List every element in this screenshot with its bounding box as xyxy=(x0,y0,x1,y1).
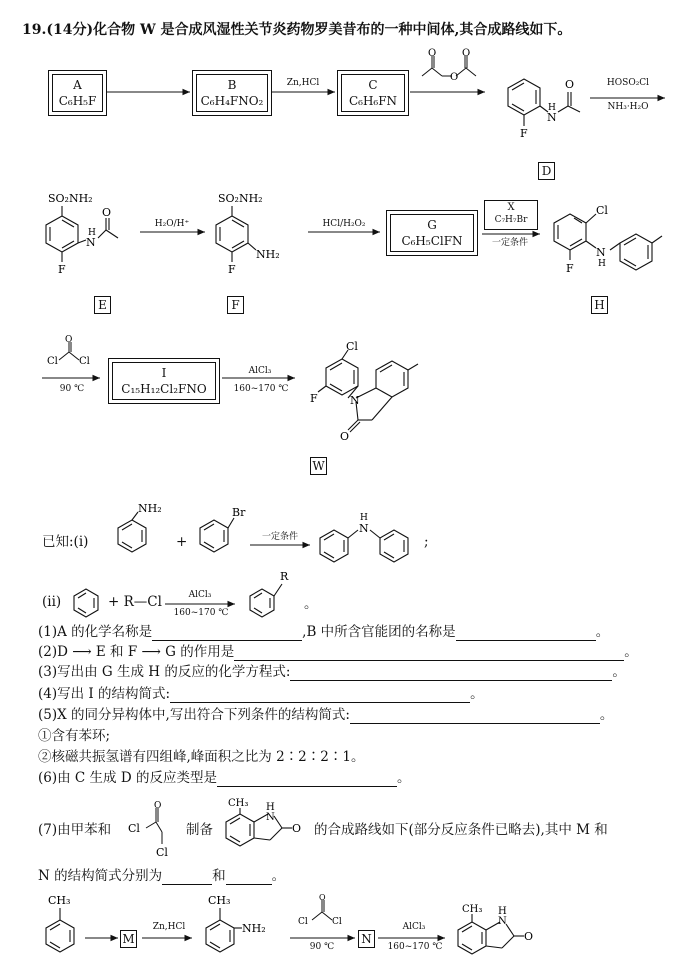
atom-n: N xyxy=(596,246,606,259)
benzene-structure xyxy=(68,582,108,622)
compound-e-structure xyxy=(40,180,140,290)
atom-o: O xyxy=(524,930,534,943)
atom-f: F xyxy=(58,263,66,276)
compound-i-formula: C₁₅H₁₂Cl₂FNO xyxy=(121,382,207,396)
q5-blank[interactable] xyxy=(350,723,600,724)
atom-o: O xyxy=(319,893,326,902)
q1-blank-b[interactable] xyxy=(456,640,596,641)
q7-cond-zn-hcl: Zn,HCl xyxy=(152,922,186,932)
atom-cl: Cl xyxy=(79,356,90,367)
aniline-structure xyxy=(100,502,162,566)
chloroacetyl-chloride-structure xyxy=(45,335,105,370)
nh2-group: NH₂ xyxy=(256,248,280,261)
q7-cond-90c: 90 ℃ xyxy=(309,942,335,952)
methyl-group: CH₃ xyxy=(228,798,249,809)
compound-i-box xyxy=(108,358,220,404)
atom-h: H xyxy=(360,513,368,523)
period: 。 xyxy=(599,707,614,723)
q7-text-4: N 的结构简式分别为 xyxy=(38,868,163,884)
q7-cond-alcl3: AlCl₃ xyxy=(402,922,426,932)
nh2-group: NH₂ xyxy=(242,922,266,935)
atom-o: O xyxy=(102,206,112,219)
chloroacetyl-chloride-q7-route xyxy=(294,893,354,936)
atom-cl: Cl xyxy=(298,917,308,927)
q7-label-m: M xyxy=(120,930,137,948)
reagent-x-formula: C₇H₇Br xyxy=(494,215,528,225)
atom-cl: Cl xyxy=(332,917,342,927)
period: 。 xyxy=(396,770,411,786)
period: 。 xyxy=(624,644,638,660)
q4-text: (4)写出 I 的结构简式: xyxy=(38,686,171,702)
atom-h: H xyxy=(548,103,556,113)
q1-text-a: (1)A 的化学名称是 xyxy=(38,624,153,640)
period: 。 xyxy=(612,664,626,680)
compound-g-box xyxy=(386,210,478,256)
atom-o: O xyxy=(340,430,350,443)
atom-n: N xyxy=(547,111,557,124)
cond-hoso2cl: HOSO₂Cl xyxy=(606,78,650,88)
atom-f: F xyxy=(228,263,236,276)
compound-b-box xyxy=(192,70,272,116)
semicolon: ; xyxy=(424,534,429,550)
atom-cl: Cl xyxy=(596,204,608,217)
cond-yiding-known: 一定条件 xyxy=(261,532,298,542)
q5 xyxy=(38,707,613,724)
cond-h2o-h: H₂O/H⁺ xyxy=(154,219,190,229)
atom-n: N xyxy=(498,916,507,927)
cond-alcl3-known: AlCl₃ xyxy=(188,590,212,600)
compound-b-label: B xyxy=(227,78,237,92)
atom-o: O xyxy=(450,72,459,83)
atom-h: H xyxy=(598,259,606,269)
q7-cond-temp: 160~170 ℃ xyxy=(387,942,443,952)
compound-g-label: G xyxy=(427,218,437,232)
r-cl-reagent: + R—Cl xyxy=(108,594,162,610)
nh2-group: NH₂ xyxy=(138,502,162,515)
atom-cl: Cl xyxy=(47,356,58,367)
q2-text: (2)D ⟶ E 和 F ⟶ G 的作用是 xyxy=(38,644,235,660)
atom-h: H xyxy=(498,906,507,917)
acetic-anhydride-structure xyxy=(418,50,478,90)
cond-temp-known: 160~170 ℃ xyxy=(173,608,229,618)
compound-c-formula: C₆H₆FN xyxy=(348,94,398,108)
q2-blank[interactable] xyxy=(234,660,624,661)
atom-o: O xyxy=(428,48,437,59)
compound-w-structure xyxy=(296,340,446,450)
atom-o: O xyxy=(462,48,471,59)
q6-text: (6)由 C 生成 D 的反应类型是 xyxy=(38,770,217,786)
q3-text: (3)写出由 G 生成 H 的反应的化学方程式: xyxy=(38,664,291,680)
atom-n: N xyxy=(266,812,275,823)
q1 xyxy=(38,624,609,641)
q7-blank-m[interactable] xyxy=(162,884,212,885)
cond-nh3-h2o: NH₃·H₂O xyxy=(607,102,649,112)
o-toluidine-structure xyxy=(196,890,292,970)
reagent-x-box xyxy=(484,200,538,230)
compound-c-label: C xyxy=(368,78,378,92)
atom-r: R xyxy=(280,570,289,583)
cond-160-170: 160~170 ℃ xyxy=(233,384,289,394)
q3 xyxy=(38,664,626,681)
label-w: W xyxy=(310,457,327,475)
atom-o: O xyxy=(154,801,162,811)
label-e: E xyxy=(94,296,111,314)
cond-zn-hcl: Zn,HCl xyxy=(286,78,320,88)
atom-cl: Cl xyxy=(128,822,140,835)
q5-condition-2: ②核磁共振氢谱有四组峰,峰面积之比为 2∶2∶2∶1。 xyxy=(38,749,365,765)
reagent-x-label: X xyxy=(507,202,515,213)
period: 。 xyxy=(304,596,318,612)
atom-f: F xyxy=(520,127,528,140)
atom-cl: Cl xyxy=(156,846,168,859)
compound-a-formula: C₆H₅F xyxy=(58,94,97,108)
period: 。 xyxy=(470,686,484,702)
period: 。 xyxy=(271,868,286,884)
q7-text-1: (7)由甲苯和 xyxy=(38,822,112,838)
q7-line2 xyxy=(38,868,285,885)
compound-d-structure xyxy=(488,66,598,146)
compound-f-structure xyxy=(210,180,310,290)
q6-blank[interactable] xyxy=(217,786,397,787)
compound-b-formula: C₆H₄FNO₂ xyxy=(200,94,264,108)
methyl-group: CH₃ xyxy=(462,904,483,915)
cond-alcl3: AlCl₃ xyxy=(248,366,272,376)
diphenylamine-structure xyxy=(312,508,422,568)
known-ii: (ii) xyxy=(42,594,62,610)
q6 xyxy=(38,770,410,787)
compound-i-label: I xyxy=(161,366,167,380)
label-h: H xyxy=(591,296,608,314)
methyl-group: CH₃ xyxy=(48,894,71,907)
compound-g-formula: C₆H₅ClFN xyxy=(401,234,463,248)
cond-yiding: 一定条件 xyxy=(491,238,528,248)
compound-c-box xyxy=(337,70,409,116)
atom-f: F xyxy=(566,262,574,275)
label-f: F xyxy=(227,296,244,314)
known-intro: 已知:(i) xyxy=(42,534,89,550)
methyl-group: CH₃ xyxy=(208,894,231,907)
bromobenzene-structure xyxy=(188,506,248,566)
q7-product-structure xyxy=(448,894,558,968)
q2 xyxy=(38,644,638,661)
so2nh2-group: SO₂NH₂ xyxy=(218,192,263,205)
chloroacetyl-chloride-q7 xyxy=(126,800,186,862)
q7-label-n: N xyxy=(358,930,375,948)
q1-blank-a[interactable] xyxy=(152,640,302,641)
atom-f: F xyxy=(310,392,318,405)
so2nh2-group: SO₂NH₂ xyxy=(48,192,93,205)
compound-a-label: A xyxy=(73,78,82,92)
atom-o: O xyxy=(292,822,302,835)
q7-text-3: 的合成路线如下(部分反应条件已略去),其中 M 和 xyxy=(314,822,608,838)
q5-text: (5)X 的同分异构体中,写出符合下列条件的结构简式: xyxy=(38,707,350,723)
period: 。 xyxy=(595,624,610,640)
compound-h-structure xyxy=(540,190,690,290)
q4-blank[interactable] xyxy=(170,702,470,703)
atom-br: Br xyxy=(232,506,246,519)
label-d: D xyxy=(538,162,555,180)
cond-hcl-h2o2: HCl/H₂O₂ xyxy=(322,219,366,229)
alkylbenzene-structure xyxy=(240,566,300,622)
atom-h: H xyxy=(88,228,96,238)
toluene-structure xyxy=(36,890,86,970)
q3-blank[interactable] xyxy=(290,680,612,681)
cond-90c: 90 ℃ xyxy=(59,384,85,394)
q1-text-b: ,B 中所含官能团的名称是 xyxy=(302,624,456,640)
q4 xyxy=(38,686,484,703)
q7-text-2: 制备 xyxy=(186,822,213,838)
q7-text-5: 和 xyxy=(212,868,226,884)
atom-h: H xyxy=(266,802,275,813)
atom-cl: Cl xyxy=(346,340,358,353)
atom-n: N xyxy=(350,394,360,407)
atom-n: N xyxy=(359,522,369,535)
atom-o: O xyxy=(65,335,73,345)
q5-condition-1: ①含有苯环; xyxy=(38,728,111,744)
plus-sign: + xyxy=(176,534,188,550)
atom-o: O xyxy=(565,78,575,91)
atom-n: N xyxy=(86,236,96,249)
target-oxindole-structure xyxy=(218,796,314,856)
q7-blank-n[interactable] xyxy=(226,884,272,885)
question-title: 19.(14分)化合物 W 是合成风湿性关节炎药物罗美昔布的一种中间体,其合成路线如下。 xyxy=(22,22,572,38)
